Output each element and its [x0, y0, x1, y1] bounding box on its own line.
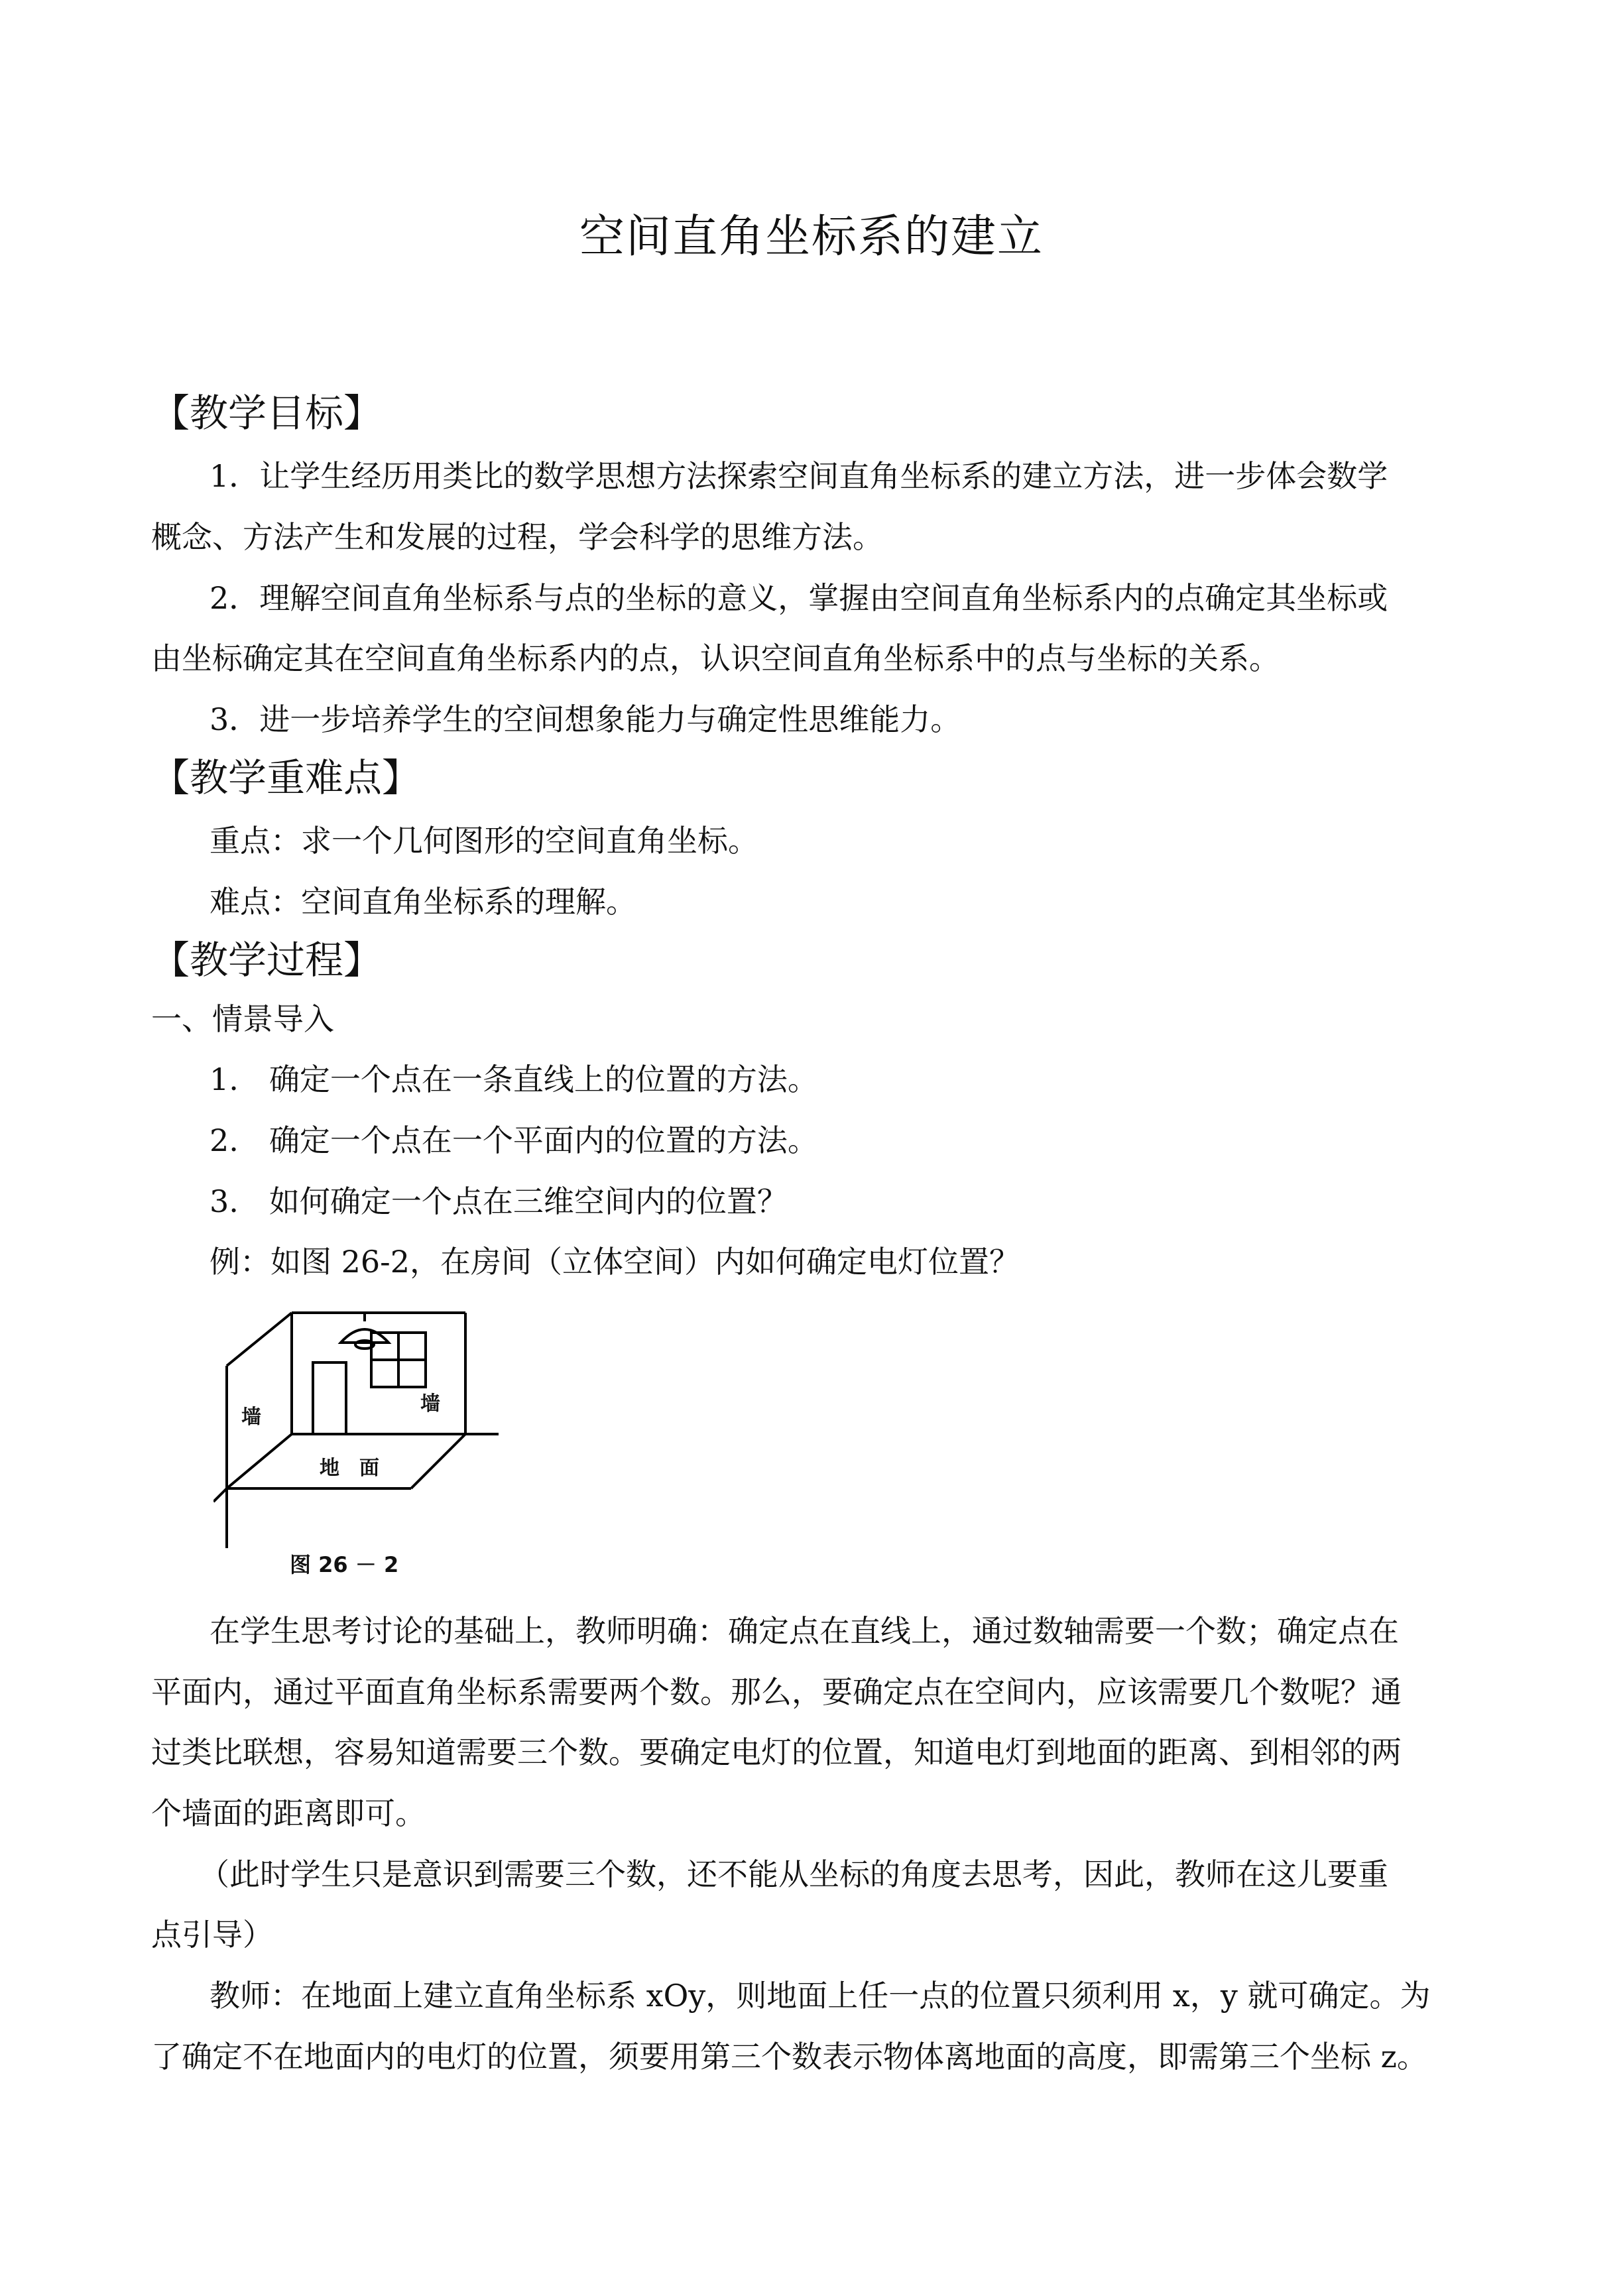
question-1: 1. 确定一个点在一条直线上的位置的方法。 — [210, 1061, 818, 1097]
para-1-line-4: 个墙面的距离即可。 — [151, 1795, 426, 1831]
figure-caption: 图 26 － 2 — [290, 1552, 399, 1577]
wall-right-label: 墙 — [420, 1392, 440, 1416]
goal-1-line-1: 1．让学生经历用类比的数学思想方法探索空间直角坐标系的建立方法，进一步体会数学 — [210, 458, 1388, 494]
section-heading-goals: 【教学目标】 — [151, 391, 383, 436]
para-3-line-2: 了确定不在地面内的电灯的位置，须要用第三个数表示物体离地面的高度，即需第三个坐标 z。 — [151, 2039, 1427, 2075]
page-title: 空间直角坐标系的建立 — [579, 211, 1044, 263]
para-1-line-2: 平面内，通过平面直角坐标系需要两个数。那么，要确定点在空间内，应该需要几个数呢？通 — [151, 1674, 1402, 1710]
para-3-line-1: 教师：在地面上建立直角坐标系 xOy，则地面上任一点的位置只须利用 x，y 就可确定。为 — [210, 1978, 1431, 2014]
question-2: 2. 确定一个点在一个平面内的位置的方法。 — [210, 1122, 818, 1158]
para-2-line-2: 点引导） — [151, 1917, 273, 1953]
para-1-line-1: 在学生思考讨论的基础上，教师明确：确定点在直线上，通过数轴需要一个数；确定点在 — [210, 1613, 1399, 1649]
goal-2-line-2: 由坐标确定其在空间直角坐标系内的点，认识空间直角坐标系中的点与坐标的关系。 — [151, 640, 1280, 676]
goal-3: 3．进一步培养学生的空间想象能力与确定性思维能力。 — [210, 701, 961, 737]
floor-label: 地 面 — [320, 1457, 379, 1480]
section-heading-key-points: 【教学重难点】 — [151, 755, 421, 800]
difficult-point: 难点：空间直角坐标系的理解。 — [210, 884, 636, 920]
para-1-line-3: 过类比联想，容易知道需要三个数。要确定电灯的位置，知道电灯到地面的距离、到相邻的两 — [151, 1734, 1402, 1770]
goal-1-line-2: 概念、方法产生和发展的过程，学会科学的思维方法。 — [151, 519, 883, 555]
wall-left-label: 墙 — [241, 1406, 261, 1429]
key-point: 重点：求一个几何图形的空间直角坐标。 — [210, 823, 758, 859]
subsection-heading: 一、情景导入 — [151, 1001, 334, 1037]
room-figure — [213, 1309, 505, 1558]
question-3: 3. 如何确定一个点在三维空间内的位置？ — [210, 1183, 788, 1219]
example-line: 例：如图 26-2，在房间（立体空间）内如何确定电灯位置？ — [210, 1244, 1020, 1280]
section-heading-process: 【教学过程】 — [151, 937, 383, 983]
goal-2-line-1: 2．理解空间直角坐标系与点的坐标的意义，掌握由空间直角坐标系内的点确定其坐标或 — [210, 580, 1388, 616]
para-2-line-1: （此时学生只是意识到需要三个数，还不能从坐标的角度去思考，因此，教师在这儿要重 — [199, 1856, 1388, 1892]
